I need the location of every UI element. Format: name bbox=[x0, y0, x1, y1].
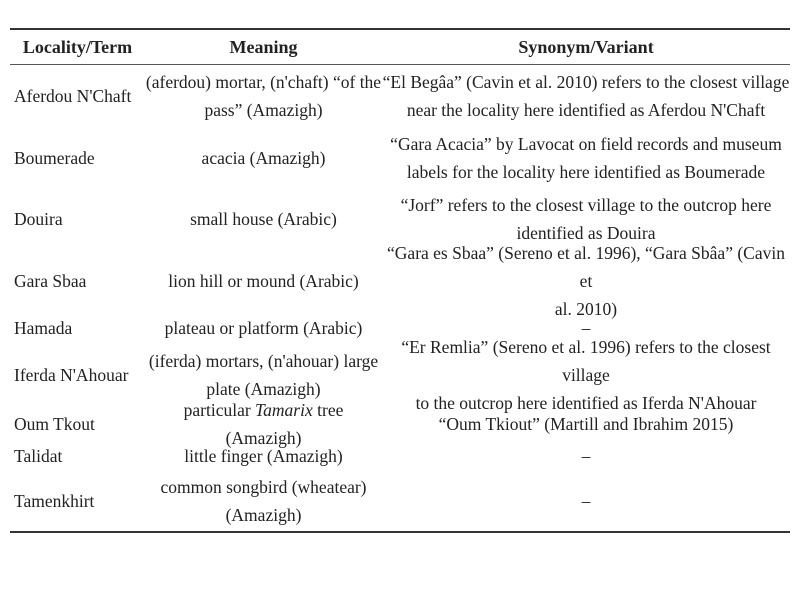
meaning-line: pass” (Amazigh) bbox=[204, 100, 323, 120]
variant-cell bbox=[382, 442, 790, 470]
meaning-line: common songbird (wheatear) bbox=[160, 477, 367, 497]
variant-line: “Jorf” refers to the closest village to the outcrop here bbox=[400, 195, 772, 215]
variant-cell bbox=[382, 410, 790, 438]
table-row bbox=[10, 243, 790, 319]
header-meaning: Meaning bbox=[229, 37, 298, 57]
meaning-line: small house (Arabic) bbox=[190, 209, 337, 229]
table-row bbox=[10, 65, 790, 127]
table-header-row bbox=[10, 30, 790, 64]
variant-line: labels for the locality here identified as Boumerade bbox=[406, 162, 766, 182]
meaning-line: (aferdou) mortar, (n'chaft) “of the bbox=[145, 72, 382, 92]
meaning-line: little finger (Amazigh) bbox=[184, 446, 343, 466]
meaning-cell bbox=[145, 314, 382, 342]
table-row bbox=[10, 441, 790, 471]
locality-term-cell: Aferdou N'Chaft bbox=[14, 86, 132, 106]
locality-term-cell: Hamada bbox=[14, 318, 73, 338]
meaning-cell bbox=[145, 205, 382, 233]
locality-term-cell: Boumerade bbox=[14, 148, 95, 168]
variant-cell bbox=[382, 239, 790, 323]
meaning-cell bbox=[145, 144, 382, 172]
meaning-cell bbox=[145, 68, 382, 124]
meaning-line: plateau or platform (Arabic) bbox=[164, 318, 363, 338]
variant-line: – bbox=[581, 491, 591, 511]
variant-cell bbox=[382, 487, 790, 515]
meaning-line: plate (Amazigh) bbox=[206, 379, 321, 399]
variant-line: to the outcrop here identified as Iferda N'Ahouar bbox=[415, 393, 757, 413]
variant-line: – bbox=[581, 318, 591, 338]
variant-line: – bbox=[581, 446, 591, 466]
meaning-cell bbox=[145, 473, 382, 529]
table-row bbox=[10, 127, 790, 189]
variant-cell bbox=[382, 130, 790, 186]
header-locality-term: Locality/Term bbox=[22, 37, 133, 57]
locality-term-cell: Gara Sbaa bbox=[14, 271, 87, 291]
meaning-cell bbox=[145, 267, 382, 295]
localities-table bbox=[10, 28, 790, 533]
header-synonym-variant: Synonym/Variant bbox=[518, 37, 654, 57]
table-body bbox=[10, 65, 790, 531]
variant-cell bbox=[382, 68, 790, 124]
variant-line: “El Begâa” (Cavin et al. 2010) refers to the closest village bbox=[382, 72, 790, 92]
meaning-cell bbox=[145, 347, 382, 403]
variant-line: “Oum Tkiout” (Martill and Ibrahim 2015) bbox=[438, 414, 734, 434]
table-bottom-rule bbox=[10, 531, 790, 533]
variant-line: “Gara Acacia” by Lavocat on field records and museum bbox=[390, 134, 782, 154]
variant-line: “Er Remlia” (Sereno et al. 1996) refers to the closest village bbox=[401, 337, 771, 385]
locality-term-cell: Douira bbox=[14, 209, 63, 229]
variant-line: “Gara es Sbaa” (Sereno et al. 1996), “Gara Sbâa” (Cavin et bbox=[387, 243, 785, 291]
variant-line: identified as Douira bbox=[516, 223, 656, 243]
meaning-line: acacia (Amazigh) bbox=[201, 148, 326, 168]
table-row bbox=[10, 471, 790, 531]
variant-line: near the locality here identified as Aferdou N'Chaft bbox=[406, 100, 766, 120]
meaning-line: particular Tamarix tree (Amazigh) bbox=[183, 400, 344, 448]
locality-term-cell: Oum Tkout bbox=[14, 414, 95, 434]
locality-term-cell: Tamenkhirt bbox=[14, 491, 95, 511]
meaning-line: lion hill or mound (Arabic) bbox=[168, 271, 359, 291]
meaning-line: (iferda) mortars, (n'ahouar) large bbox=[148, 351, 379, 371]
tamarix-italic: Tamarix bbox=[255, 400, 313, 420]
meaning-cell bbox=[145, 442, 382, 470]
meaning-line: (Amazigh) bbox=[225, 505, 302, 525]
locality-term-cell: Talidat bbox=[14, 446, 63, 466]
variant-line: al. 2010) bbox=[554, 299, 618, 319]
variant-cell bbox=[382, 333, 790, 417]
locality-term-cell: Iferda N'Ahouar bbox=[14, 365, 129, 385]
